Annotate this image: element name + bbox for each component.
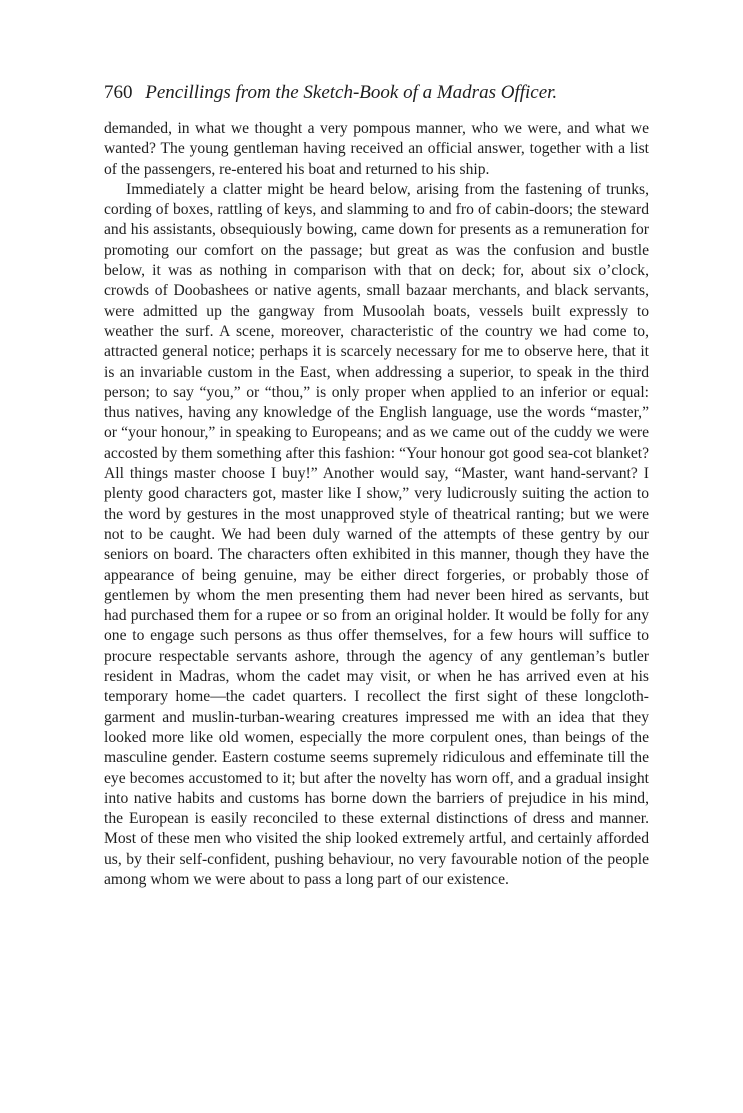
page-number: 760 [104,82,133,103]
page-header [104,82,644,104]
paragraph-1: demanded, in what we thought a very pompous manner, who we were, and what we wanted? The young gentleman having received an official answer, together with a list of the passengers, re-entered his boat and returned to his ship. [104,120,649,178]
paragraph-2: Immediately a clatter might be heard below, arising from the fastening of trunks, cording of boxes, rattling of keys, and slamming to and fro of cabin-doors; the steward and his assistants, obsequiously bowing, came down for presents as a remuneration for promoting our comfort on the passage; but great as was the confusion and bustle below, it was as nothing in comparison with that on deck; for, about six o’clock, crowds of Doobashees or native agents, small bazaar merchants, and black servants, were admitted up the gangway from Musoolah boats, vessels built expressly to weather the surf. A scene, moreover, characteristic of the country we had come to, attracted general notice; perhaps it is scarcely necessary for me to observe here, that it is an invariable custom in the East, when addressing a superior, to speak in the third person; to say “you,” or “thou,” is only proper when applied to an inferior or equal: thus natives, having any knowledge of the English language, use the words “master,” or “your honour,” in speaking to Europeans; and as we came out of the cuddy we were accosted by them something after this fashion: “Your honour got good sea-cot blanket? All things master choose I buy!” Another would say, “Master, want hand-servant? I plenty good characters got, master like I show,” very ludicrously suiting the action to the word by gestures in the most unapproved style of theatrical ranting; but we were not to be caught. We had been duly warned of the attempts of these gentry by our seniors on board. The characters often exhibited in this manner, though they have the appearance of being genuine, may be either direct forgeries, or probably those of gentlemen by whom the men presenting them had never been hired as servants, but had purchased them for a rupee or so from an original holder. It would be folly for any one to engage such persons as thus offer themselves, for a few hours will suffice to procure respectable servants ashore, through the agency of any gentleman’s butler resident in Madras, whom the cadet may visit, or when he has arrived even at his temporary home—the cadet quarters. I recollect the first sight of these longcloth-garment and muslin-turban-wearing creatures impressed me with an idea that they looked more like old women, especially the more corpulent ones, than beings of the masculine gender. Eastern costume seems supremely ridiculous and effeminate till the eye becomes accustomed to it; but after the novelty has worn off, and a gradual insight into native habits and customs has borne down the barriers of prejudice in his mind, the European is easily reconciled to these external distinctions of dress and manner. Most of these men who visited the ship looked extremely artful, and certainly afforded us, by their self-confident, pushing behaviour, no very favourable notion of the people among whom we were about to pass a long part of our existence. [104,180,649,888]
running-title: Pencillings from the Sketch-Book of a Madras Officer. [145,82,558,103]
body-text [104,119,649,890]
